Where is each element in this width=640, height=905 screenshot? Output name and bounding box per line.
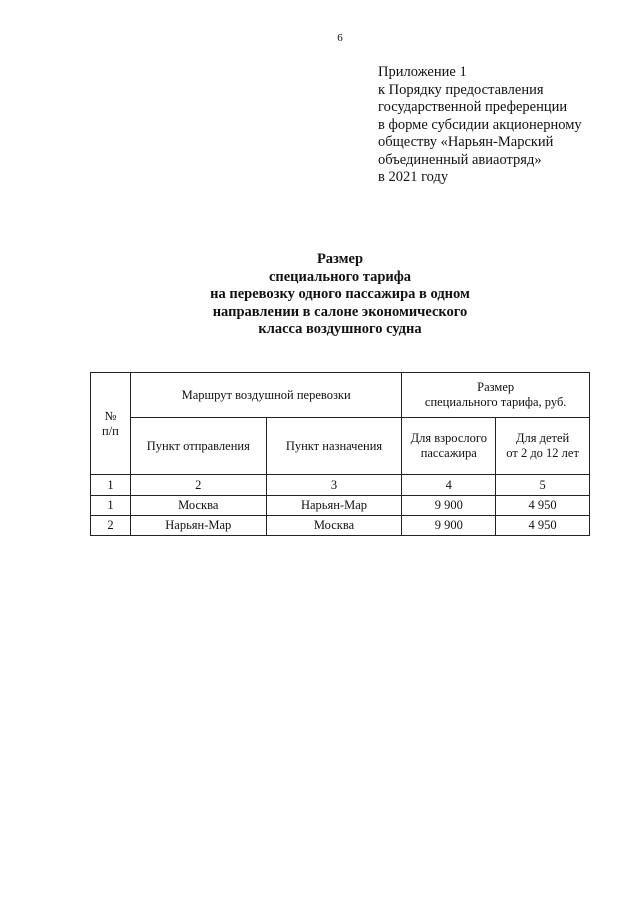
cell-number: 2	[91, 516, 131, 536]
table-row	[91, 516, 590, 536]
column-number: 4	[402, 475, 496, 496]
tariff-table	[90, 372, 590, 536]
appendix-line: объединенный авиаотряд»	[378, 151, 542, 168]
header-destination: Пункт назначения	[266, 418, 402, 475]
cell-destination: Москва	[266, 516, 402, 536]
cell-adult-fare: 9 900	[402, 496, 496, 516]
appendix-line: обществу «Нарьян-Марский	[378, 134, 554, 150]
title-line: класса воздушного судна	[258, 321, 422, 337]
cell-adult-fare: 9 900	[402, 516, 496, 536]
header-number: № п/п	[91, 373, 131, 475]
column-number: 5	[496, 475, 590, 496]
column-number: 3	[266, 475, 402, 496]
document-title	[0, 251, 640, 339]
appendix-line: в форме субсидии акционерному	[378, 116, 582, 133]
title-line: Размер	[316, 251, 364, 267]
header-tariff: Размер специального тарифа, руб.	[402, 373, 590, 418]
cell-child-fare: 4 950	[496, 496, 590, 516]
cell-number: 1	[91, 496, 131, 516]
table-header-row	[91, 373, 590, 418]
appendix-line: к Порядку предоставления	[378, 81, 544, 98]
title-line: направлении в салоне экономического	[212, 303, 468, 320]
title-line: специального тарифа	[268, 268, 412, 285]
appendix-line: в 2021 году	[378, 169, 449, 185]
appendix-line: Приложение 1	[378, 64, 467, 80]
cell-departure: Нарьян-Мар	[130, 516, 266, 536]
header-route: Маршрут воздушной перевозки	[130, 373, 401, 418]
title-line: на перевозку одного пассажира в одном	[210, 286, 470, 302]
column-number-row	[91, 475, 590, 496]
appendix-note	[378, 64, 582, 187]
header-child: Для детей от 2 до 12 лет	[496, 418, 590, 475]
header-departure: Пункт отправления	[130, 418, 266, 475]
table-row	[91, 496, 590, 516]
appendix-line: государственной преференции	[378, 99, 568, 115]
cell-destination: Нарьян-Мар	[266, 496, 402, 516]
table-subheader-row	[91, 418, 590, 475]
column-number: 1	[91, 475, 131, 496]
header-adult: Для взрослого пассажира	[402, 418, 496, 475]
cell-departure: Москва	[130, 496, 266, 516]
cell-child-fare: 4 950	[496, 516, 590, 536]
page-number: 6	[337, 32, 343, 44]
column-number: 2	[130, 475, 266, 496]
